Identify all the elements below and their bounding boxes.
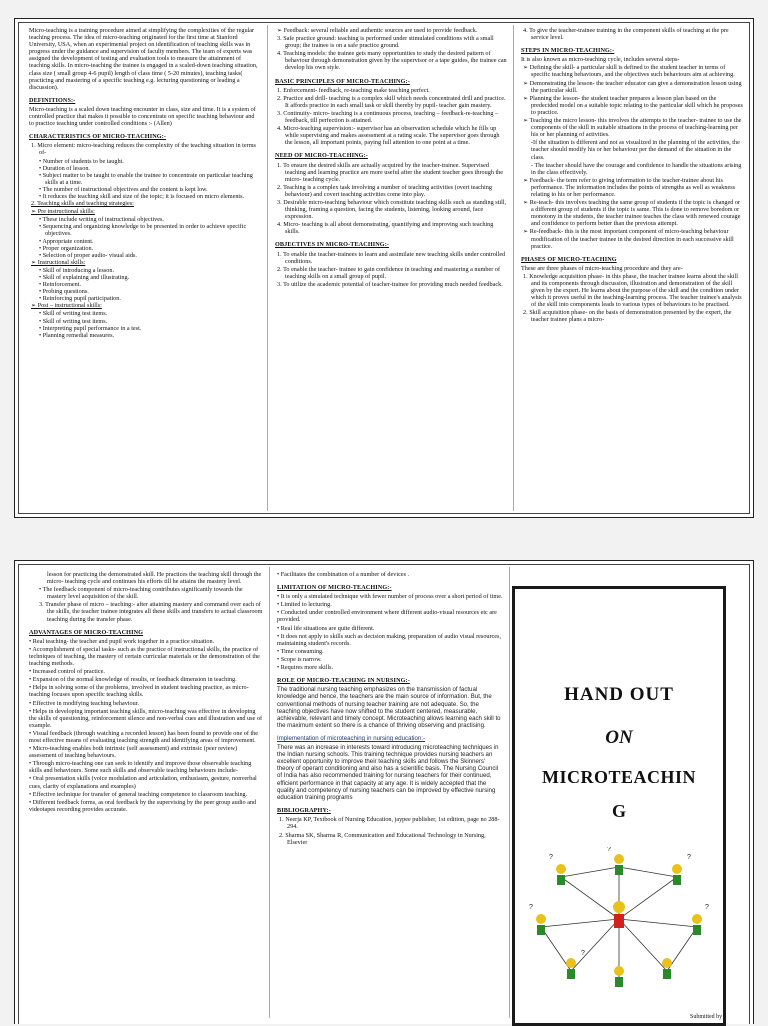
list-item: • Planning remedial measures. xyxy=(39,331,115,339)
list-item: ➢ Feedback: several reliable and authentic sources are used to provide feedback. xyxy=(277,27,478,34)
implementation-paragraph: There was an increase in interests toward introducing microteaching techniques in the Indian nursing schools. This training technique provides nursing teachers an excellent opportunity to improve their teaching skills and follows the Skinners' theory of operant conditioning and also has a scientific basis. The Nursing Council of India has also recommended training for nursing teachers for their continued, efficient performance in that capacity at any age. It is widely accepted that the quality and competency of nursing teachers can be improved by effective nursing education training programs xyxy=(277,743,499,802)
submitted-by-label: Submitted by xyxy=(690,1014,723,1020)
steps-heading: STEPS IN MICRO-TEACHING:- xyxy=(521,47,615,55)
list-item: • Conducted under controlled environment where different audio-visual resources etc are provided. xyxy=(277,609,497,624)
list-item: • Requires more skills. xyxy=(277,664,334,672)
list-item: 1. Micro element: micro-teaching reduces the complexity of the teaching situation in terms of- xyxy=(31,142,256,157)
list-item: • Expansion of the normal knowledge of results, or feedback dimension in teaching. xyxy=(29,676,237,684)
svg-text:?: ? xyxy=(687,854,691,861)
list-item: 4. Micro- teaching is all about demonstrating, quantifying and improving such teaching skills. xyxy=(277,221,494,236)
list-item: 2. Practice and drill- teaching is a complex skill which needs concentrated drill and practice. It affords practice in each small task or skill thereby by pupil- teacher gain mastery. xyxy=(277,94,506,109)
page2-column-1 xyxy=(29,571,263,1024)
list-item: ➢ Teaching the micro lesson- this involves the attempts to the teacher- trainee to use the components of the skill in suitable situations in the process of teaching-learning per his or her planning of activities. xyxy=(523,117,742,139)
list-item: • Skill of writing test items. xyxy=(39,317,108,325)
cover-title-line-1: HAND OUT xyxy=(564,684,674,705)
page1-column-1 xyxy=(29,27,259,511)
list-item: • The number of instructional objectives and the content is kept low. xyxy=(39,185,208,193)
list-item: • Limited to lecturing. xyxy=(277,601,332,609)
list-item: 3. Desirable micro-teaching behaviour which constitute teaching skills such as standing still, thinking, framing a question, facing the students, listening, looking around, face expression. xyxy=(277,198,507,221)
list-item: • These include writing of instructional objectives. xyxy=(39,216,164,224)
list-item: 1. To enable the teacher-trainees to learn and assimilate new teaching skills under controlled conditions. xyxy=(277,250,506,265)
list-item: 2. Teaching skills and teaching strategies: xyxy=(31,200,134,208)
list-item: • Number of students to be taught. xyxy=(39,157,124,165)
cover-panel xyxy=(512,586,726,1026)
list-item: 4. Teaching models: the trainee gets many opportunities to study the desired pattern of behaviour through demonstration given by the supervisor or a tape guides, the trainee can develop his own style. xyxy=(277,50,507,72)
list-item: • Micro-teaching enables both intrinsic (self assessment) and extrinsic (peer review) assessment of teaching behaviours. xyxy=(29,745,238,760)
list-item: ➢ Re-teach- this involves teaching the same group of students if the topic is changed or a different group of students if the topic is same. This is done to remove boredom or monotony in the students, the teacher trainee teaches the class with renewed courage and confidence to perform better than the previous attempt. xyxy=(523,199,741,228)
intro-paragraph: Micro-teaching is a training procedure aimed at simplifying the complexities of the regular teaching process. The idea of micro-teaching originated for the first time at Stanford University, USA, when an experimental project on identification of teaching skills was in progress under the guidance and supervision of faculty members. The team of experts was assigned the development of testing and evaluation tools to measure the attainment of teaching skills. In micro-teaching the trainee is engaged in a scaled-down teaching situation, class size ( small group 4-6 pupil) length of class time ( 5-20 minutes), teaching tasks( practicing and mastering of a specific teaching e.g. lecturing questioning or leading a discussion). xyxy=(29,27,258,91)
list-item: 4. Micro-teaching supervision:- supervisor has an observation schedule which he fills up while supervising and makes assessment at a rating scale. The supervisor goes through the lesson, all important points, paying full attention to one point at a time. xyxy=(277,125,500,147)
list-item: • Real teaching- the teacher and pupil work together in a practice situation. xyxy=(29,637,215,645)
svg-text:?: ? xyxy=(581,950,585,957)
svg-text:?: ? xyxy=(529,904,533,911)
list-item: • It does not apply to skills such as decision making, preparation of audio visual resources, maintaining student's records. xyxy=(277,632,502,647)
basic-principles-heading: BASIC PRINCIPLES OF MICRO-TEACHING:- xyxy=(275,77,410,85)
list-item: ➢ Re-feedback- this is the most important component of micro-teaching behaviour modification of the teacher trainee in the desired direction in each successive skill practice. xyxy=(523,228,734,250)
list-item: • Probing questions. xyxy=(39,288,89,296)
list-item: 3. Safe practice ground: teaching is performed under stimulated conditions with a small group; the trainee is on a safe practice ground. xyxy=(277,35,494,50)
person-figures-icon xyxy=(536,854,702,987)
list-item: • Through micro-teaching one can seek to identify and improve those observable teaching skills and behaviours. Some such skills and observable teaching behaviours include- xyxy=(29,760,252,775)
bibliography-item: 2. Sharma SK, Sharma R, Communication and Educational Technology in Nursing, Elsevier xyxy=(279,831,486,846)
bibliography-heading: BIBLIOGRAPHY:- xyxy=(277,807,331,815)
list-item: • Real life situations are quite different. xyxy=(277,624,375,632)
column-divider xyxy=(267,25,268,511)
subheading: ➢ Pre instructional skills: xyxy=(31,208,95,216)
list-item: -If the situation is different and not as visualized in the planning of the activities, the teacher should modify his or her behaviour per the demand of the situation in the class. xyxy=(531,139,740,161)
definitions-heading: DEFINITIONS:- xyxy=(29,96,76,104)
phases-heading: PHASES OF MICRO-TEACHING xyxy=(521,255,617,263)
characteristics-heading: CHARACTERISTICS OF MICRO-TEACHING:- xyxy=(29,133,166,141)
list-item: - The teacher should have the courage and confidence to handle the situations arising in the class effectively. xyxy=(531,161,742,176)
page1-column-2 xyxy=(275,27,507,511)
page2-column-2 xyxy=(277,571,503,1024)
list-item: • Sequencing and organizing knowledge to be presented in order to achieve specific objectives. xyxy=(39,223,247,238)
column-divider xyxy=(269,567,270,1018)
list-item: 1. To ensure the desired skills are actually acquired by the teacher-trainee. Supervised teaching and learning practice are more useful after the student teacher goes through the micro- teaching cycle. xyxy=(277,161,504,183)
list-item: • Different feedback forms, as oral feedback by the supervising by the peer group audio and videotapes recording provides accurate. xyxy=(29,798,257,813)
list-item: • Reinforcement. xyxy=(39,281,82,289)
cover-title-line-3: MICROTEACHIN xyxy=(541,767,696,787)
list-item: 2. To enable the teacher- trainee to gain confidence in teaching and mastering a number of teaching skills on a small group of pupil. xyxy=(277,265,501,280)
list-item: 2. Teaching is a complex task involving a number of teaching activities (overt teaching behaviour) and covert teaching activities come into play. xyxy=(277,183,492,198)
implementation-heading: Implementation of microteaching in nursing education:- xyxy=(277,735,426,743)
cover-title-line-4: G xyxy=(611,801,626,821)
list-item: • Subject matter to be taught to enable the trainee to concentrate on particular teaching skills at a time. xyxy=(39,171,253,186)
list-item: • Increased control of practice. xyxy=(29,668,105,676)
list-item: ➢ Defining the skill- a particular skill is defined to the student teacher in terms of specific teaching behaviours, and the objectives such behaviours aim at achieving. xyxy=(523,64,735,79)
svg-text:?: ? xyxy=(549,854,553,861)
column-divider xyxy=(513,25,514,511)
steps-intro: It is also known as micro-teaching cycle, includes several steps- xyxy=(521,56,680,64)
list-item: • Helps in solving some of the problems, involved in student teaching practice, as micro-teaching focuses upon specific teaching skills. xyxy=(29,684,249,699)
list-item: 4. To give the teacher-trainee training in the component skills of teaching at the pre service level. xyxy=(523,27,729,42)
limitation-heading: LIMITATION OF MICRO-TEACHING:- xyxy=(277,584,392,592)
list-item: • Reinforcing pupil participation. xyxy=(39,295,121,303)
list-item: 2. Skill acquisition phase- on the basis of demonstration presented by the expert, the teacher trainee plans a micro- xyxy=(523,309,732,324)
role-heading: ROLE OF MICRO-TEACHING IN NURSING:- xyxy=(277,677,410,685)
list-item: • It reduces the teaching skill and size of the topic; it is focused on micro elements. xyxy=(39,192,245,200)
list-item: • Selection of proper audio- visual aids. xyxy=(39,251,137,259)
list-item: • Time consuming. xyxy=(277,647,324,655)
list-item: 1. Knowledge acquisition phase- in this phase, the teacher trainee learns about the skill and its components through discussion, illustration and demonstration of the skill given by the expert. He learns about the purpose of the skill and the condition under which it proves useful in the teaching-learning process. The teacher trainee's analysis of the skill into components leads to various types of behaviours to be practised. xyxy=(523,272,742,309)
list-item: ➢ Demonstrating the lesson- the teacher educator can give a demonstration lesson using the particular skill. xyxy=(523,79,742,94)
list-item: • Facilitates the combination of a number of devices . xyxy=(277,571,410,578)
list-item: • The feedback component of micro-teaching contributes significantly towards the mastery level acquisition of the skill. xyxy=(39,586,243,601)
bibliography-item: 1. Neerja KP, Textbook of Nursing Education, jaypee publisher, 1st edition, page no 288-294. xyxy=(279,816,500,831)
list-item: ➢ Feedback- the term refer to giving information to the teacher-trainee about his performance. The information includes the points of strengths as well as weakness relating to his or her performance. xyxy=(523,176,736,198)
phases-intro: These are three phases of micro-teaching procedure and they are- xyxy=(521,264,683,272)
list-item: 3. Transfer phase of micro – teaching:- after attaining mastery and command over each of the skills, the teacher trainee integrates all these skills and transfers to actual classroom teaching during the transfer phase. xyxy=(39,601,263,623)
subheading: ➢ Instructional skills: xyxy=(31,258,86,266)
list-item: • Accomplishment of special tasks- such as the practice of instructional skills, the practice of techniques of teaching, the mastery of certain curricular materials or the demonstration of the teaching methods. xyxy=(29,645,260,668)
cover-title-line-2: ON xyxy=(605,727,633,748)
people-network-illustration-icon xyxy=(521,847,717,997)
definitions-text: Micro-teaching is a scaled down teaching encounter in class, size and time. It is a system of controlled practice that makes it possible to concentrate on specific teaching behaviour and to practice teaching under controlled conditions :- (Allen) xyxy=(29,105,256,128)
list-item: 3. To utilize the academic potential of teacher-trainee for providing much needed feedback. xyxy=(277,280,503,288)
svg-text:?: ? xyxy=(705,904,709,911)
page1-column-3 xyxy=(521,27,743,511)
list-item: 3. Continuity- micro- teaching is a continuous process, teaching – feedback-re-teaching – feedback, till perfection is attained. xyxy=(277,109,499,125)
list-item: • It is only a simulated technique with fewer number of process over a short period of time. xyxy=(277,593,503,601)
list-item: • Skill of introducing a lesson. xyxy=(39,266,115,274)
subheading: ➢ Post – instructional skills: xyxy=(31,302,102,310)
need-heading: NEED OF MICRO-TEACHING:- xyxy=(275,152,368,160)
column-divider xyxy=(509,567,510,1018)
list-item: • Skill of explaining and illustrating. xyxy=(39,274,130,281)
objectives-heading: OBJECTIVES IN MICRO-TEACHING:- xyxy=(275,241,390,249)
list-item: • Proper organization. xyxy=(39,244,94,252)
list-item: • Interpreting pupil performance in a test. xyxy=(39,324,142,332)
list-item: • Skill of writing test items. xyxy=(39,310,108,318)
role-paragraph: The traditional nursing teaching emphasizes on the transmission of factual knowledge and hence, the teachers are the main source of information. But, the conventional methods of nursing teacher training are not adequate. So, the teaching objectives have now shifted to the student centered, measurable, achievable, relevant and timely concept. Microteaching allows learning each skill to the maximum extent so there is a chance of thriving observing and practising. xyxy=(277,686,501,730)
list-item: • Helps in developing important teaching skills, micro-teaching was effective in developing the skills of questioning, reinforcement silence and non-verbal cues and illustration and use of example. xyxy=(29,707,262,729)
continued-text: lesson for practicing the demonstrated skill. He practices the teaching skill through the micro- teaching cycle and continues his efforts till he attains the mastery level. xyxy=(47,571,262,586)
list-item: ➢ Planning the lesson- the student teacher prepares a lesson plan based on the predecided model on a suitable topic relating to the particular skill which he proposes to practice. xyxy=(523,94,743,116)
list-item: • Scope is narrow. xyxy=(277,655,322,663)
list-item: 1. Enforcement- feedback, re-teaching make teaching perfect. xyxy=(277,86,430,94)
list-item: • Effective technique for transfer of general teaching competence to classroom teaching. xyxy=(29,790,248,798)
list-item: • Duration of lesson. xyxy=(39,164,90,172)
list-item: • Oral presentation skills (voice modulation and articulation, enthusiasm, gesture, nonverbal cues, clarity of explanations and examples) xyxy=(29,775,257,790)
list-item: • Effective in modifying teaching behaviour. xyxy=(29,699,139,707)
advantages-heading: ADVANTAGES OF MICRO-TEACHING xyxy=(29,628,144,636)
svg-text:?: ? xyxy=(607,847,611,853)
handout-page-1 xyxy=(14,18,754,518)
list-item: • Visual feedback (through watching a recorded lesson) has been found to provide one of the most effective means of evaluating teaching strength and identifying areas of improvement. xyxy=(29,729,258,744)
list-item: • Appropriate content. xyxy=(39,237,94,245)
